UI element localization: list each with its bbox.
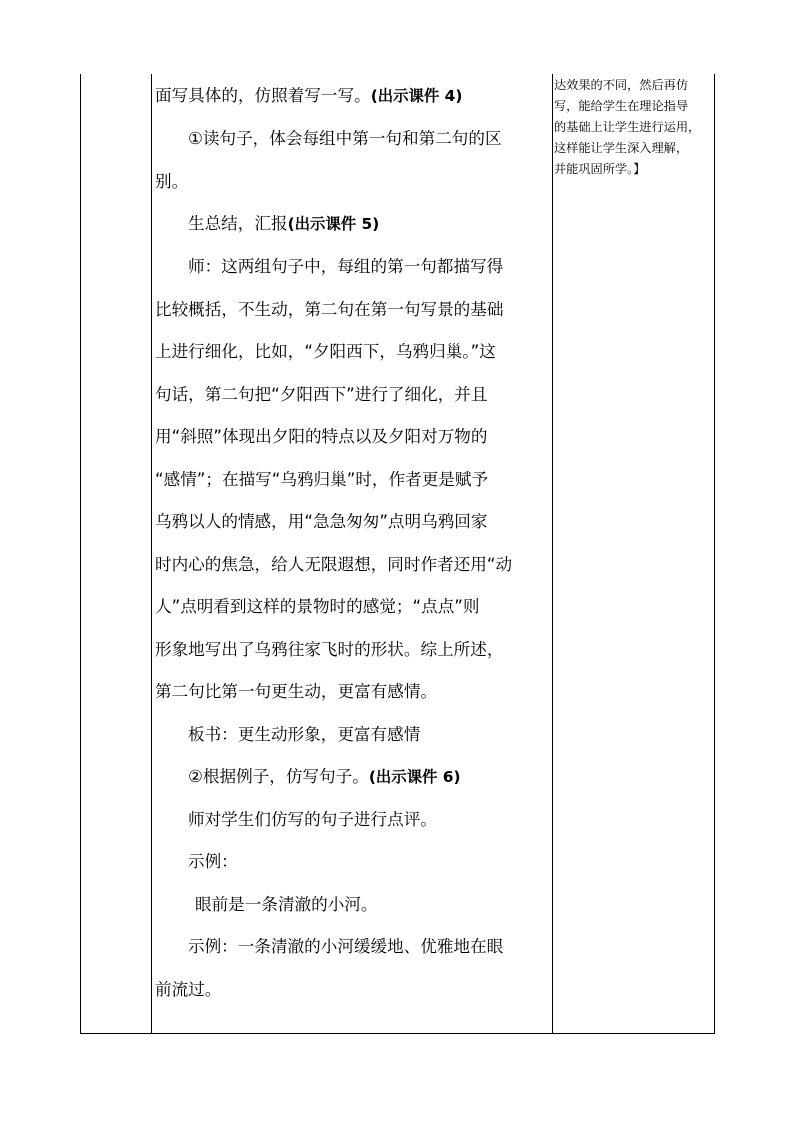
text-line: 眼前是一条清澈的小河。: [195, 895, 378, 914]
note-line: 达效果的不同，然后再仿: [554, 78, 689, 92]
text-line: 比较概括，不生动，第二句在第一句写景的基础: [155, 300, 504, 319]
text-line: 句话，第二句把“夕阳西下”进行了细化，并且: [155, 385, 488, 404]
text-line: 乌鸦以人的情感，用“急急匆匆”点明乌鸦回家: [155, 512, 488, 531]
column-divider-left: [151, 74, 152, 1033]
text-line: 示例：一条清澈的小河缓缓地、优雅地在眼: [188, 937, 504, 956]
text-line: 别。: [155, 172, 189, 191]
text-line: 时内心的焦急，给人无限遐想，同时作者还用“动: [155, 555, 513, 574]
note-line: 的基础上让学生进行运用，: [554, 120, 701, 134]
text-line: 上进行细化，比如，“夕阳西下，乌鸦归巢。”这: [155, 342, 496, 361]
text-line: 第二句比第一句更生动，更富有感情。: [155, 682, 438, 701]
text-line: 师对学生们仿写的句子进行点评。: [188, 810, 437, 829]
note-line: 并能巩固所学。】: [554, 162, 646, 176]
text-line: 板书：更生动形象，更富有感情: [188, 725, 421, 744]
text-line: 面写具体的，仿照着写一写。(出示课件 4): [155, 86, 463, 105]
column-divider-right: [552, 74, 553, 1033]
text-line: 用“斜照”体现出夕阳的特点以及夕阳对万物的: [155, 427, 488, 446]
note-line: 这样能让学生深入理解，: [554, 141, 689, 155]
text-line: 人”点明看到这样的景物时的感觉；“点点”则: [155, 597, 480, 616]
text-line: ①读句子，体会每组中第一句和第二句的区: [188, 129, 502, 148]
lesson-table: [80, 74, 715, 1034]
text-line: 形象地写出了乌鸦往家飞时的形状。综上所述，: [155, 640, 504, 659]
text-line: “感情”；在描写“乌鸦归巢”时，作者更是赋予: [155, 470, 489, 489]
text-line: ②根据例子，仿写句子。(出示课件 6): [188, 767, 461, 786]
text-line: 生总结，汇报(出示课件 5): [188, 214, 380, 233]
note-line: 写，能给学生在理论指导: [554, 99, 689, 113]
text-line: 示例：: [188, 852, 238, 871]
text-line: 前流过。: [155, 980, 222, 999]
text-line: 师：这两组句子中，每组的第一句都描写得: [188, 257, 504, 276]
